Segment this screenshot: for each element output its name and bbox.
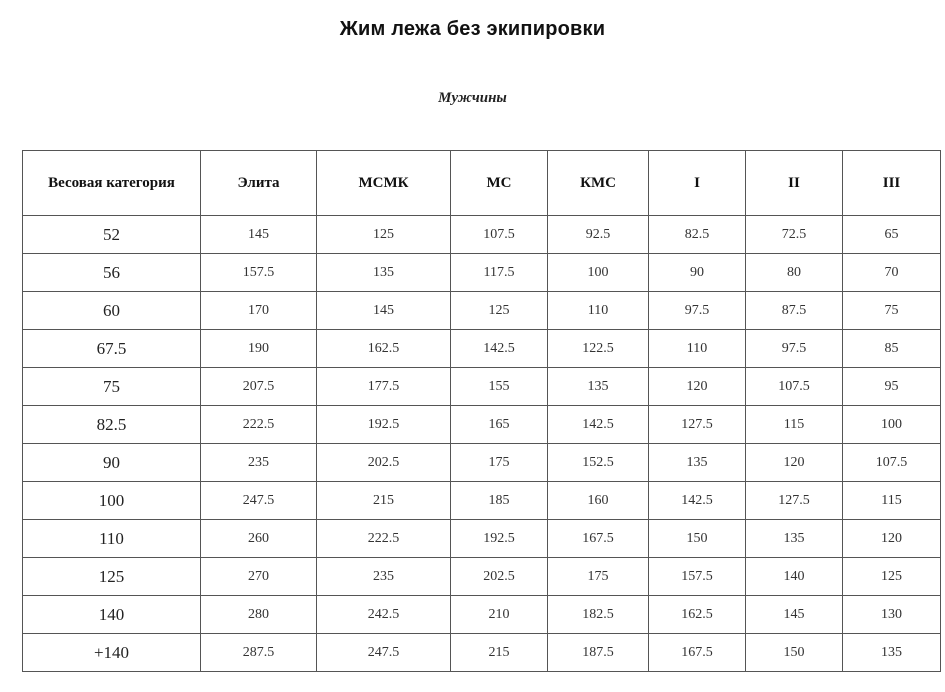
table-cell: 107.5 [451, 216, 548, 254]
table-cell: 125 [843, 558, 941, 596]
weight-class-cell: 56 [23, 254, 201, 292]
table-cell: 110 [548, 292, 649, 330]
table-cell: 135 [548, 368, 649, 406]
table-cell: 175 [451, 444, 548, 482]
table-cell: 95 [843, 368, 941, 406]
table-row [23, 634, 941, 672]
table-row [23, 368, 941, 406]
table-row [23, 406, 941, 444]
column-header: МС [451, 151, 548, 216]
table-cell: 85 [843, 330, 941, 368]
table-cell: 247.5 [201, 482, 317, 520]
table-row [23, 596, 941, 634]
table-cell: 167.5 [649, 634, 746, 672]
weight-class-cell: 100 [23, 482, 201, 520]
table-cell: 140 [746, 558, 843, 596]
table-cell: 222.5 [201, 406, 317, 444]
weight-class-cell: 75 [23, 368, 201, 406]
table-cell: 115 [746, 406, 843, 444]
table-cell: 127.5 [649, 406, 746, 444]
table-cell: 87.5 [746, 292, 843, 330]
table-cell: 145 [317, 292, 451, 330]
table-cell: 122.5 [548, 330, 649, 368]
table-cell: 155 [451, 368, 548, 406]
table-cell: 150 [649, 520, 746, 558]
table-cell: 92.5 [548, 216, 649, 254]
table-cell: 65 [843, 216, 941, 254]
table-cell: 125 [451, 292, 548, 330]
table-cell: 222.5 [317, 520, 451, 558]
table-row [23, 558, 941, 596]
column-header: III [843, 151, 941, 216]
weight-class-cell: 60 [23, 292, 201, 330]
table-row [23, 482, 941, 520]
table-cell: 120 [746, 444, 843, 482]
weight-class-cell: 125 [23, 558, 201, 596]
table-cell: 130 [843, 596, 941, 634]
table-cell: 90 [649, 254, 746, 292]
table-row [23, 254, 941, 292]
table-header-row [23, 151, 941, 216]
table-cell: 202.5 [317, 444, 451, 482]
table-cell: 70 [843, 254, 941, 292]
column-header: II [746, 151, 843, 216]
table-cell: 110 [649, 330, 746, 368]
table-cell: 270 [201, 558, 317, 596]
table-cell: 100 [548, 254, 649, 292]
weight-class-cell: 110 [23, 520, 201, 558]
table-row [23, 330, 941, 368]
table-cell: 80 [746, 254, 843, 292]
table-cell: 125 [317, 216, 451, 254]
table-cell: 135 [746, 520, 843, 558]
table-cell: 82.5 [649, 216, 746, 254]
table-cell: 145 [201, 216, 317, 254]
table-cell: 120 [649, 368, 746, 406]
table-cell: 135 [317, 254, 451, 292]
table-cell: 145 [746, 596, 843, 634]
table-cell: 157.5 [649, 558, 746, 596]
weight-class-cell: 140 [23, 596, 201, 634]
weight-class-cell: 67.5 [23, 330, 201, 368]
column-header: Элита [201, 151, 317, 216]
table-cell: 235 [317, 558, 451, 596]
table-cell: 150 [746, 634, 843, 672]
table-cell: 142.5 [548, 406, 649, 444]
table-cell: 142.5 [649, 482, 746, 520]
weight-class-cell: +140 [23, 634, 201, 672]
table-cell: 287.5 [201, 634, 317, 672]
table-cell: 207.5 [201, 368, 317, 406]
table-cell: 182.5 [548, 596, 649, 634]
table-cell: 72.5 [746, 216, 843, 254]
table-cell: 162.5 [649, 596, 746, 634]
table-cell: 97.5 [649, 292, 746, 330]
table-cell: 165 [451, 406, 548, 444]
table-cell: 242.5 [317, 596, 451, 634]
page-title: Жим лежа без экипировки [339, 18, 606, 40]
table-cell: 115 [843, 482, 941, 520]
section-subtitle: Мужчины [438, 90, 507, 106]
table-cell: 157.5 [201, 254, 317, 292]
table-cell: 167.5 [548, 520, 649, 558]
column-header: КМС [548, 151, 649, 216]
weight-class-cell: 52 [23, 216, 201, 254]
table-cell: 210 [451, 596, 548, 634]
weight-class-cell: 82.5 [23, 406, 201, 444]
table-cell: 100 [843, 406, 941, 444]
table-cell: 215 [317, 482, 451, 520]
table-cell: 190 [201, 330, 317, 368]
table-cell: 202.5 [451, 558, 548, 596]
table-cell: 152.5 [548, 444, 649, 482]
table-cell: 260 [201, 520, 317, 558]
column-header: Весовая категория [23, 151, 201, 216]
weight-class-cell: 90 [23, 444, 201, 482]
standards-table [22, 150, 941, 672]
table-cell: 127.5 [746, 482, 843, 520]
table-cell: 247.5 [317, 634, 451, 672]
table-cell: 75 [843, 292, 941, 330]
table-cell: 280 [201, 596, 317, 634]
table-cell: 135 [843, 634, 941, 672]
table-cell: 170 [201, 292, 317, 330]
table-cell: 107.5 [843, 444, 941, 482]
table-row [23, 292, 941, 330]
table-cell: 177.5 [317, 368, 451, 406]
column-header: I [649, 151, 746, 216]
table-cell: 135 [649, 444, 746, 482]
table-cell: 162.5 [317, 330, 451, 368]
table-cell: 97.5 [746, 330, 843, 368]
table-cell: 192.5 [317, 406, 451, 444]
table-cell: 117.5 [451, 254, 548, 292]
table-row [23, 444, 941, 482]
table-cell: 142.5 [451, 330, 548, 368]
column-header: МСМК [317, 151, 451, 216]
table-cell: 120 [843, 520, 941, 558]
table-cell: 107.5 [746, 368, 843, 406]
table-row [23, 520, 941, 558]
table-cell: 185 [451, 482, 548, 520]
table-cell: 175 [548, 558, 649, 596]
table-cell: 215 [451, 634, 548, 672]
table-cell: 187.5 [548, 634, 649, 672]
table-cell: 192.5 [451, 520, 548, 558]
table-cell: 235 [201, 444, 317, 482]
table-cell: 160 [548, 482, 649, 520]
table-row [23, 216, 941, 254]
